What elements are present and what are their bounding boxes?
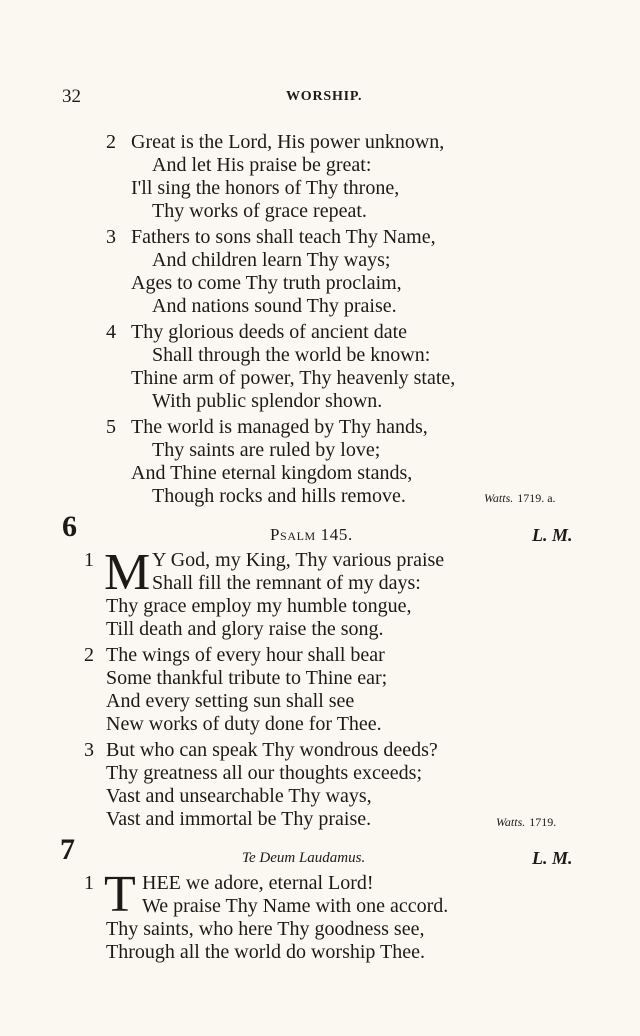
verse-number: 1 — [84, 872, 94, 894]
hymn-meter: L. M. — [532, 525, 573, 545]
running-title: WORSHIP. — [286, 89, 363, 104]
verse-line: Thine arm of power, Thy heavenly state, — [131, 367, 456, 389]
attribution-author: Watts. — [484, 491, 514, 505]
verse-line: And let His praise be great: — [152, 154, 372, 176]
page-number: 32 — [62, 86, 81, 107]
verse-line: Through all the world do worship Thee. — [106, 941, 426, 963]
attribution-detail: 1719. — [529, 815, 557, 829]
verse-line: And nations sound Thy praise. — [152, 295, 397, 317]
hymn-number: 6 — [62, 510, 77, 543]
verse-line: Some thankful tribute to Thine ear; — [106, 667, 388, 689]
verse-line: Vast and unsearchable Thy ways, — [106, 785, 372, 807]
verse-line: Vast and immortal be Thy praise. — [106, 808, 372, 830]
attribution — [496, 815, 556, 829]
verse-line: With public splendor shown. — [152, 390, 383, 412]
verse-number: 3 — [84, 739, 94, 761]
verse-line: Thy greatness all our thoughts exceeds; — [106, 762, 423, 784]
verse-line: But who can speak Thy wondrous deeds? — [106, 739, 438, 761]
verse-line: HEE we adore, eternal Lord! — [142, 872, 374, 894]
verse-line: The wings of every hour shall bear — [106, 644, 385, 666]
running-head — [0, 86, 640, 108]
verse-line: Great is the Lord, His power unknown, — [131, 131, 445, 153]
verse-line: Ages to come Thy truth proclaim, — [131, 272, 402, 294]
verse-line: Thy saints, who here Thy goodness see, — [106, 918, 425, 940]
verse-line: Y God, my King, Thy various praise — [152, 549, 445, 571]
hymn-title: Psalm 145. — [270, 525, 353, 544]
verse-line: We praise Thy Name with one accord. — [142, 895, 449, 917]
hymn-title: Te Deum Laudamus. — [242, 850, 366, 866]
verse-number: 2 — [106, 131, 116, 153]
verse-line: The world is managed by Thy hands, — [131, 416, 428, 438]
verse-number: 3 — [106, 226, 116, 248]
verse-line: Fathers to sons shall teach Thy Name, — [131, 226, 436, 248]
verse-line: Thy grace employ my humble tongue, — [106, 595, 412, 617]
hymn-number: 7 — [60, 833, 75, 866]
hymn-meter: L. M. — [532, 848, 573, 868]
drop-cap: M — [104, 544, 151, 601]
attribution-detail: 1719. a. — [517, 491, 556, 505]
verse-number: 5 — [106, 416, 116, 438]
verse-line: I'll sing the honors of Thy throne, — [131, 177, 400, 199]
verse-line: Shall through the world be known: — [152, 344, 431, 366]
verse-line: Thy works of grace repeat. — [152, 200, 367, 222]
verse-line: Shall fill the remnant of my days: — [152, 572, 421, 594]
verse-line: Thy saints are ruled by love; — [152, 439, 381, 461]
verse-line: And every setting sun shall see — [106, 690, 355, 712]
verse-line: Though rocks and hills remove. — [152, 485, 406, 507]
verse-line: New works of duty done for Thee. — [106, 713, 382, 735]
drop-cap: T — [104, 866, 136, 923]
verse-line: Till death and glory raise the song. — [106, 618, 384, 640]
attribution-author: Watts. — [496, 815, 526, 829]
verse-number: 4 — [106, 321, 116, 343]
verse-number: 1 — [84, 549, 94, 571]
verse-line: Thy glorious deeds of ancient date — [131, 321, 408, 343]
verse-number: 2 — [84, 644, 94, 666]
attribution — [484, 491, 556, 505]
verse-line: And children learn Thy ways; — [152, 249, 391, 271]
verse-line: And Thine eternal kingdom stands, — [131, 462, 413, 484]
